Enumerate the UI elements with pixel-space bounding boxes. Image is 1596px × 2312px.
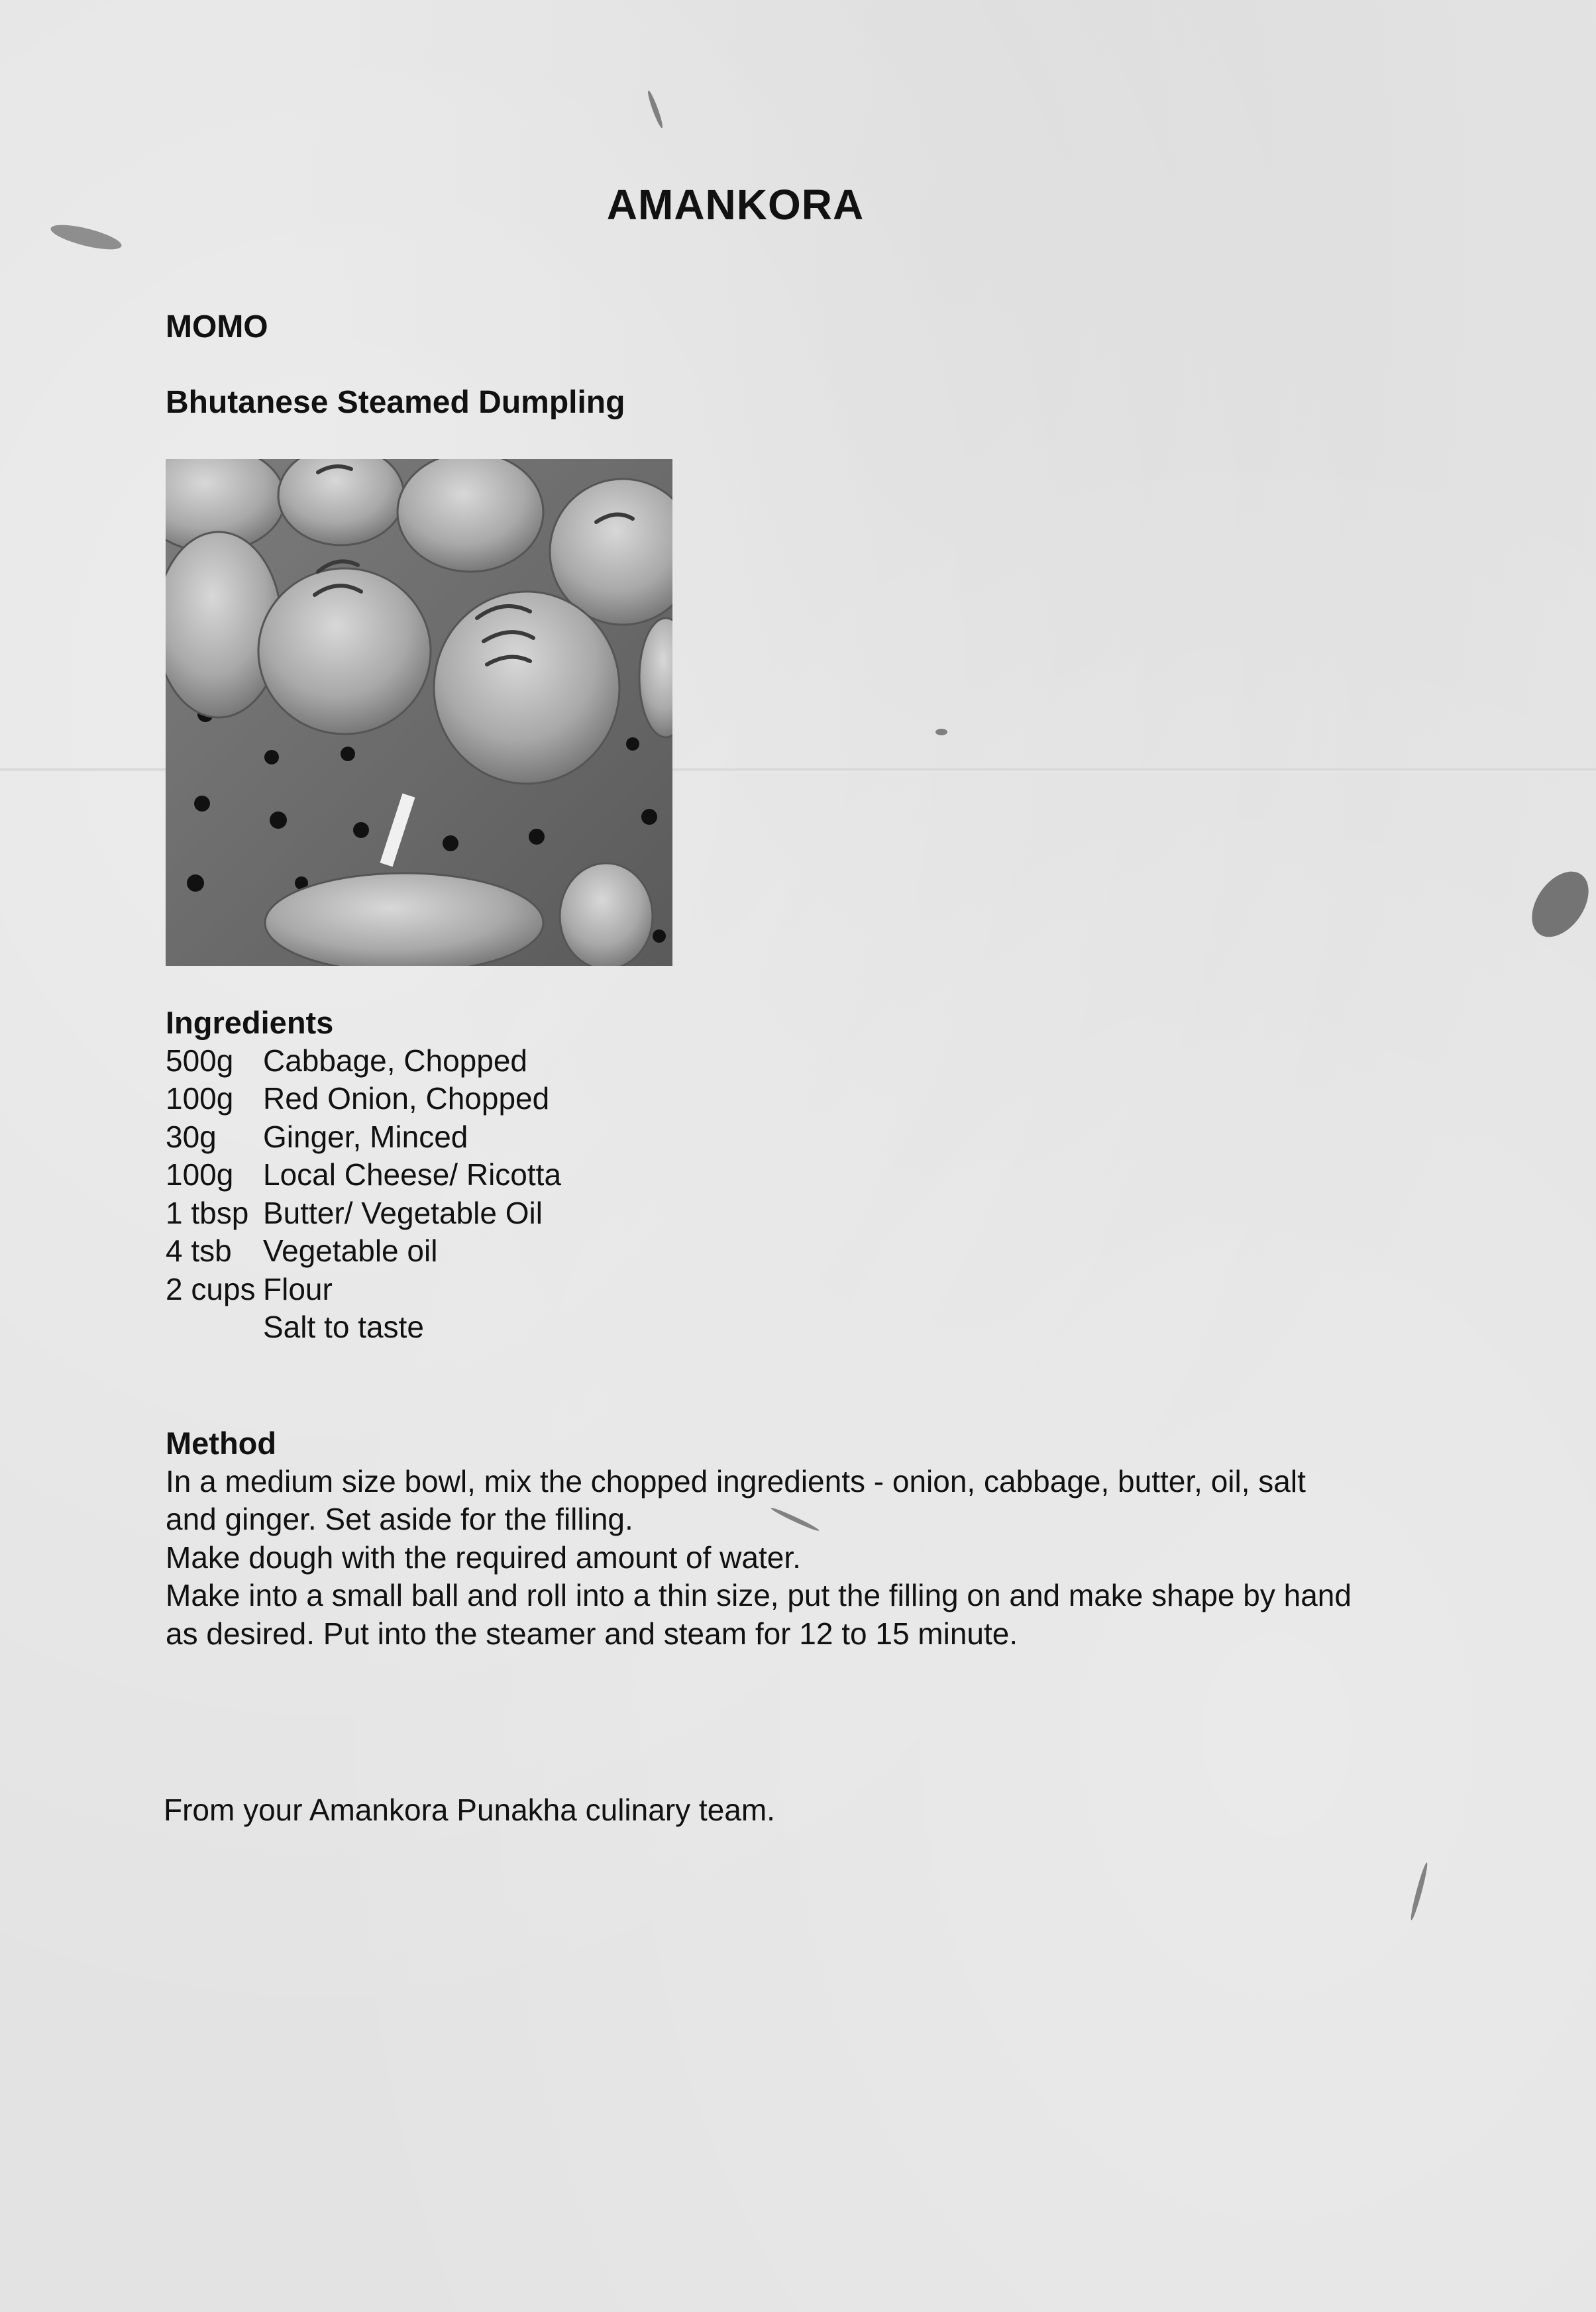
ingredient-name: Butter/ Vegetable Oil [263, 1195, 543, 1230]
ingredient-quantity: 100g [166, 1157, 234, 1192]
method-line: Make into a small ball and roll into a thin size, put the filling on and make shape by hand [166, 1578, 1352, 1612]
ingredients-heading: Ingredients [166, 1005, 334, 1040]
ingredient-row [166, 1156, 561, 1194]
signoff-text: From your Amankora Punakha culinary team. [164, 1793, 775, 1827]
method-line: and ginger. Set aside for the filling. [166, 1502, 633, 1536]
ingredient-quantity: 2 cups [166, 1271, 256, 1306]
ingredient-row [166, 1194, 561, 1233]
dumplings-photo [166, 459, 672, 966]
ingredient-row [166, 1042, 561, 1080]
method-section [166, 1424, 1491, 1653]
method-line: Make dough with the required amount of water. [166, 1540, 801, 1575]
page-title: AMANKORA [606, 181, 865, 229]
ingredient-name: Cabbage, Chopped [263, 1043, 527, 1078]
ingredient-quantity: 500g [166, 1043, 234, 1078]
ingredient-name: Ginger, Minced [263, 1119, 468, 1154]
ingredient-row [166, 1080, 561, 1118]
ingredient-row [166, 1271, 561, 1309]
method-line: In a medium size bowl, mix the chopped ingredients - onion, cabbage, butter, oil, salt [166, 1463, 1306, 1498]
ingredient-row [166, 1118, 561, 1157]
ingredient-quantity: 100g [166, 1081, 234, 1116]
ingredient-quantity: 4 tsb [166, 1234, 232, 1268]
ingredient-quantity [166, 1308, 263, 1347]
ingredient-name: Red Onion, Chopped [263, 1081, 550, 1116]
ingredient-quantity: 30g [166, 1119, 217, 1154]
method-line: as desired. Put into the steamer and steam for 12 to 15 minute. [166, 1616, 1018, 1651]
ingredient-quantity: 1 tbsp [166, 1195, 249, 1230]
ingredient-name: Flour [263, 1271, 333, 1306]
ingredient-name: Salt to taste [263, 1310, 424, 1344]
method-heading: Method [166, 1426, 277, 1461]
dish-subtitle: Bhutanese Steamed Dumpling [166, 385, 625, 420]
ingredients-section [166, 1004, 561, 1347]
ingredient-row [166, 1308, 561, 1347]
ingredient-row [166, 1232, 561, 1271]
ingredient-name: Vegetable oil [263, 1234, 438, 1268]
ingredient-name: Local Cheese/ Ricotta [263, 1157, 562, 1192]
dish-name: MOMO [166, 309, 268, 344]
paper-fiber [935, 729, 947, 735]
